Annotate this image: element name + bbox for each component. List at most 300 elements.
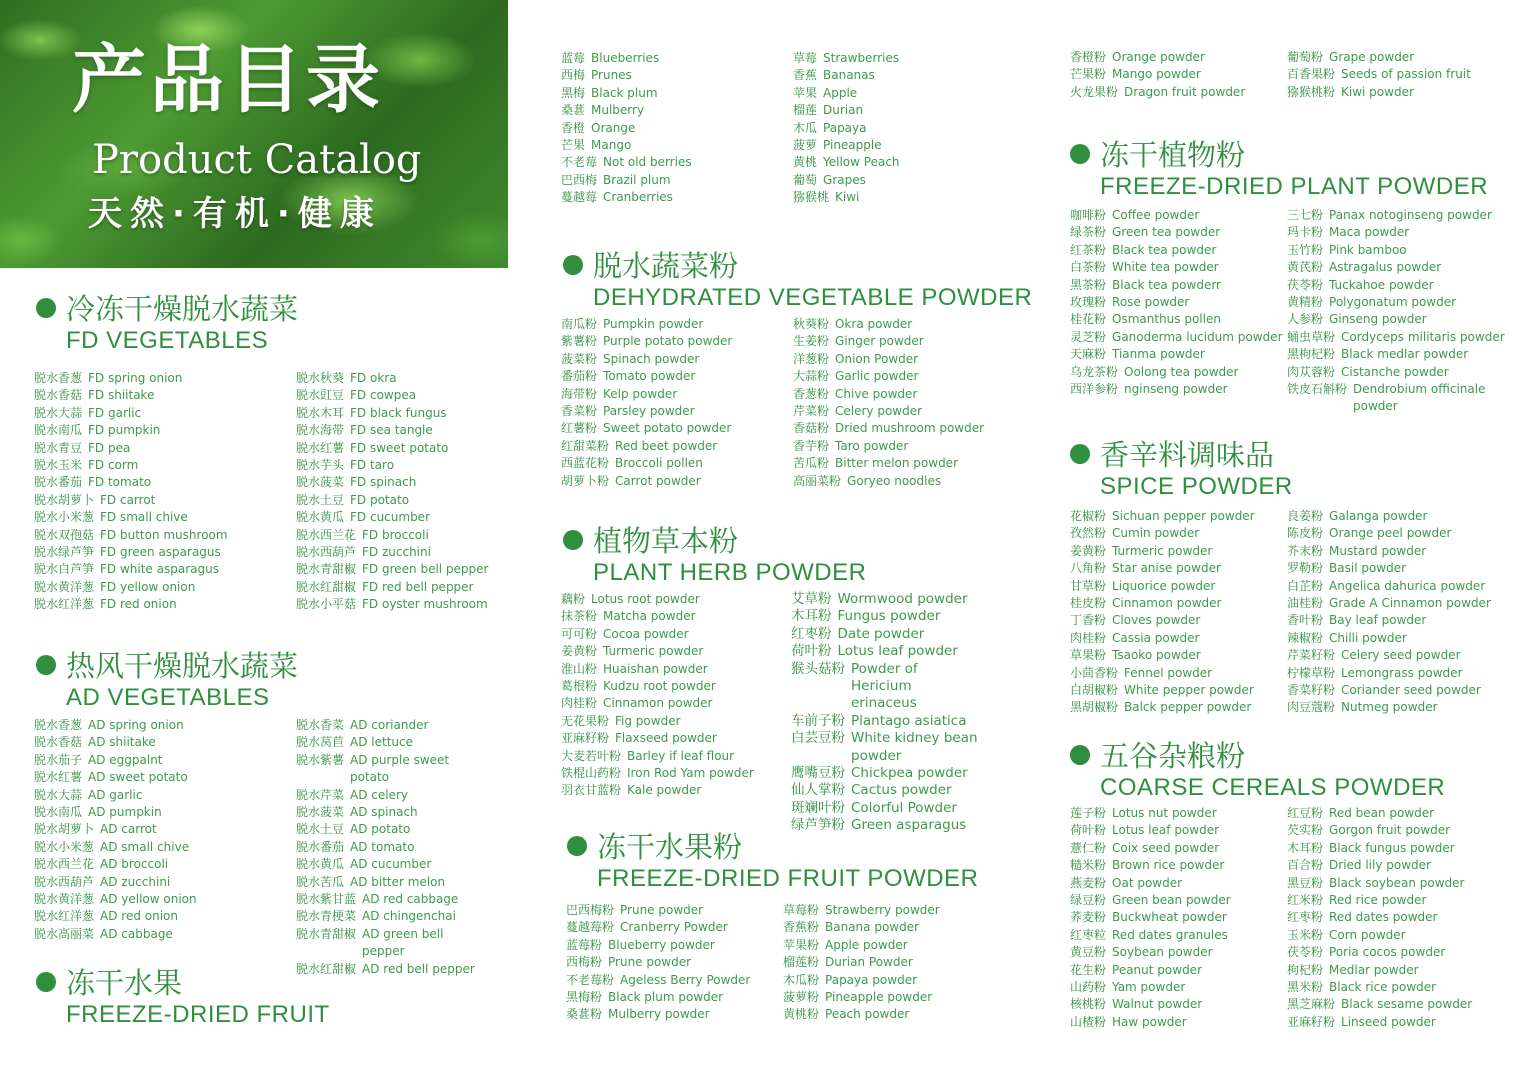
item-name-en: Peach powder [825, 1007, 910, 1022]
item-name-en: Cassia powder [1112, 630, 1200, 645]
list-item [1070, 578, 1287, 595]
list-item [1287, 311, 1509, 328]
item-name-en: Cistanche powder [1341, 364, 1449, 379]
list-item [793, 386, 993, 403]
list-item [1070, 66, 1287, 83]
list-item [34, 908, 296, 925]
item-name-zh: 脱水黄洋葱 [34, 892, 95, 907]
item-name-zh: 花椒粉 [1070, 509, 1107, 523]
item-name-en: Black plum [591, 85, 658, 100]
section-title-en: PLANT HERB POWDER [593, 559, 867, 586]
list-item [34, 839, 296, 856]
item-name-en: Tianma powder [1112, 347, 1205, 362]
item-name-zh: 肉苁蓉粉 [1287, 364, 1336, 379]
item-name-zh: 黄桃粉 [783, 1007, 820, 1022]
item-name-en: Green bean powder [1112, 893, 1231, 908]
item-name-zh: 桂花粉 [1070, 312, 1107, 327]
item-name-en: AD coriander [350, 718, 429, 732]
item-name-zh: 玉竹粉 [1287, 242, 1324, 257]
item-name-en: Sweet potato powder [603, 421, 732, 436]
list-item [296, 839, 486, 856]
list-item [561, 661, 791, 678]
item-name-en: Kale powder [627, 783, 702, 798]
item-name-zh: 红茶粉 [1070, 242, 1107, 257]
item-name-zh: 脱水紫薯 [296, 752, 345, 767]
item-name-en: Celery powder [835, 404, 923, 419]
item-name-en: Colorful Powder [851, 799, 957, 816]
list-item [566, 954, 783, 971]
item-name-en: Purple potato powder [603, 334, 733, 349]
item-name-zh: 芡实粉 [1287, 823, 1324, 838]
list-item [561, 782, 791, 799]
item-name-en: AD eggpalnt [88, 752, 163, 767]
list-item [1070, 612, 1287, 629]
item-name-en: FD pumpkin [88, 423, 161, 438]
list-item [566, 937, 783, 954]
section-spice-powder [1070, 438, 1293, 502]
item-name-en: Prunes [591, 68, 632, 83]
list-item [791, 730, 981, 765]
list-item [561, 333, 793, 350]
item-name-zh: 枸杞粉 [1287, 962, 1324, 977]
item-name-en: FD zucchini [362, 545, 431, 560]
item-name-zh: 陈皮粉 [1287, 526, 1324, 541]
list-item [1287, 892, 1507, 909]
list-item [1070, 805, 1287, 822]
list-item [34, 752, 296, 769]
list-item [34, 561, 296, 578]
list-item [1287, 277, 1509, 294]
item-name-en: Gorgon fruit powder [1329, 823, 1451, 838]
catalog-tagline: 天然·有机·健康 [88, 194, 382, 234]
item-name-en: Red dates granules [1112, 927, 1228, 942]
list-column [1070, 49, 1287, 101]
bullet-dot [1070, 444, 1090, 464]
item-name-en: FD carrot [100, 492, 156, 507]
item-name-zh: 脱水茄子 [34, 752, 83, 767]
item-name-en: Fig powder [615, 713, 681, 728]
list-item [561, 643, 791, 660]
item-name-zh: 亚麻籽粉 [1287, 1014, 1336, 1029]
bullet-dot [1070, 745, 1090, 765]
item-name-zh: 脱水玉米 [34, 458, 83, 473]
item-name-en: Kiwi powder [1341, 84, 1414, 99]
item-name-en: Soybean powder [1112, 945, 1213, 960]
item-name-en: Strawberries [823, 51, 900, 65]
item-name-zh: 黑米粉 [1287, 980, 1324, 995]
item-name-en: Ginger powder [835, 334, 924, 349]
item-name-zh: 脱水大蒜 [34, 787, 83, 802]
item-name-en: Barley if leaf flour [627, 748, 735, 763]
item-name-en: Apple [823, 85, 858, 100]
list-item [561, 730, 791, 747]
list-item [1287, 560, 1507, 577]
item-name-en: FD small chive [100, 510, 188, 525]
list-item [296, 821, 486, 838]
list-column [1287, 49, 1507, 101]
item-name-en: Black tea powderr [1112, 277, 1221, 292]
item-name-zh: 木瓜粉 [783, 972, 820, 987]
list-item [1287, 242, 1509, 259]
item-name-zh: 玫瑰粉 [1070, 295, 1107, 310]
item-name-en: Buckwheat powder [1112, 910, 1227, 925]
list-item [1287, 927, 1507, 944]
section-title-zh: 冻干植物粉 [1100, 138, 1246, 172]
item-name-zh: 脱水番茄 [34, 475, 83, 490]
list-item [34, 492, 296, 509]
list-column [34, 717, 296, 978]
item-name-zh: 草莓 [793, 51, 818, 65]
item-name-en: FD oyster mushroom [362, 597, 488, 612]
item-name-en: Cinnamon powder [1112, 596, 1222, 611]
item-name-zh: 榴莲 [793, 103, 818, 118]
section-veg-powder [563, 249, 1032, 313]
list-item [561, 420, 793, 437]
section-title-zh: 植物草本粉 [593, 524, 739, 558]
item-name-zh: 脱水土豆 [296, 822, 345, 837]
list-item [34, 734, 296, 751]
item-name-zh: 脱水南瓜 [34, 805, 83, 820]
list-item [1070, 822, 1287, 839]
item-name-en: Dried lily powder [1329, 858, 1431, 873]
item-name-en: Papaya powder [825, 972, 918, 987]
item-name-zh: 西洋参粉 [1070, 382, 1119, 397]
item-name-en: Medlar powder [1329, 962, 1419, 977]
list-item [1070, 346, 1287, 363]
list-item [1070, 242, 1287, 259]
list-item [296, 544, 516, 561]
list-item [1070, 875, 1287, 892]
item-name-zh: 绿芦笋粉 [791, 817, 845, 834]
item-name-en: Lotus nut powder [1112, 806, 1217, 820]
item-name-en: AD cucumber [350, 857, 432, 872]
list-item [1070, 364, 1287, 381]
list-item [1287, 875, 1507, 892]
item-name-zh: 巴西梅 [561, 172, 598, 187]
item-name-en: Mulberry powder [608, 1007, 710, 1022]
item-name-zh: 脱水西葫芦 [34, 874, 95, 889]
item-name-zh: 荷叶粉 [1070, 823, 1107, 838]
item-name-zh: 抹茶粉 [561, 609, 598, 624]
item-name-en: Black medlar powder [1341, 347, 1469, 362]
item-name-zh: 草果粉 [1070, 648, 1107, 663]
item-name-en: AD potato [350, 822, 411, 837]
item-name-en: Kiwi [835, 190, 860, 205]
list-item [783, 954, 983, 971]
item-name-zh: 榴莲粉 [783, 955, 820, 970]
item-name-zh: 香葱粉 [793, 386, 830, 401]
section-title-en: COARSE CEREALS POWDER [1100, 774, 1446, 801]
item-name-zh: 脱水香菇 [34, 735, 83, 750]
item-name-zh: 茯苓粉 [1287, 945, 1324, 960]
item-name-en: AD small chive [100, 839, 190, 854]
item-name-en: FD white asparagus [100, 562, 219, 577]
item-name-en: Kudzu root powder [603, 679, 716, 694]
item-name-zh: 黑芝麻粉 [1287, 997, 1336, 1012]
item-name-zh: 莲子粉 [1070, 806, 1107, 820]
item-name-en: Lotus leaf powder [1112, 823, 1220, 838]
list-item [1070, 84, 1287, 101]
item-name-en: FD shiitake [88, 388, 155, 403]
list-item [1287, 630, 1507, 647]
item-name-en: Mustard powder [1329, 543, 1427, 558]
item-name-zh: 油桂粉 [1287, 596, 1324, 611]
item-name-en: nginseng powder [1124, 382, 1228, 397]
item-name-en: FD spinach [350, 475, 417, 490]
item-name-zh: 脱水胡萝卜 [34, 822, 95, 837]
item-name-en: Date powder [837, 625, 925, 642]
list-item [1287, 364, 1509, 381]
list-item [34, 422, 296, 439]
list-item [1070, 892, 1287, 909]
item-name-zh: 黄桃 [793, 155, 818, 170]
item-name-zh: 脱水芹菜 [296, 787, 345, 802]
list-item [1287, 66, 1507, 83]
list-item [1287, 682, 1507, 699]
item-name-zh: 天麻粉 [1070, 347, 1107, 362]
list-item [561, 713, 791, 730]
item-name-en: Spinach powder [603, 351, 700, 366]
item-name-en: Broccoli pollen [615, 456, 703, 471]
item-name-zh: 木瓜 [793, 120, 818, 135]
list-item [1070, 699, 1287, 716]
item-name-zh: 木耳粉 [1287, 840, 1324, 855]
list-item [566, 902, 783, 919]
item-name-en: FD green asparagus [100, 545, 221, 560]
item-name-zh: 桂皮粉 [1070, 596, 1107, 611]
item-name-zh: 香菇粉 [793, 421, 830, 436]
list-item [793, 102, 993, 119]
item-name-en: Cranberry Powder [620, 920, 728, 935]
item-name-zh: 西蓝花粉 [561, 456, 610, 471]
item-name-en: AD chingenchai [362, 909, 456, 924]
section-title-zh: 香辛料调味品 [1100, 438, 1275, 472]
item-name-zh: 猕猴桃 [793, 190, 830, 205]
item-name-en: FD potato [350, 492, 410, 507]
item-name-zh: 猕猴桃粉 [1287, 84, 1336, 99]
section-fd-vegetables [36, 292, 298, 356]
item-name-en: Cinnamon powder [603, 696, 713, 711]
list-item [1070, 665, 1287, 682]
item-name-zh: 脱水香菇 [34, 388, 83, 403]
item-name-en: Blueberries [591, 51, 660, 65]
list-column [783, 902, 983, 1024]
item-name-zh: 脱水青梗菜 [296, 909, 357, 924]
item-name-zh: 脱水青甜椒 [296, 562, 357, 577]
list-item [34, 509, 296, 526]
item-name-en: FD corm [88, 458, 139, 473]
item-name-zh: 柠檬草粉 [1287, 665, 1336, 680]
item-name-zh: 灵芝粉 [1070, 329, 1107, 344]
item-name-en: AD tomato [350, 839, 415, 854]
list-item [1287, 259, 1509, 276]
list-column [1070, 508, 1287, 717]
list-item [34, 370, 296, 387]
section-title-zh: 冻干水果粉 [597, 830, 743, 864]
list-item [34, 874, 296, 891]
item-name-en: Pineapple powder [825, 990, 933, 1005]
item-name-zh: 巴西梅粉 [566, 903, 615, 917]
item-name-zh: 荷叶粉 [791, 643, 832, 660]
item-name-zh: 白胡椒粉 [1070, 683, 1119, 698]
item-name-en: Blueberry powder [608, 937, 715, 952]
list-item [34, 926, 296, 943]
item-name-en: AD carrot [100, 822, 157, 837]
list-item [1070, 508, 1287, 525]
item-name-zh: 草莓粉 [783, 903, 820, 917]
list-item [561, 455, 793, 472]
list-item [1287, 329, 1509, 346]
item-name-zh: 小茴香粉 [1070, 665, 1119, 680]
list-item [791, 591, 981, 608]
list-item [561, 765, 791, 782]
item-name-en: Strawberry powder [825, 903, 940, 917]
section-title-zh: 脱水蔬菜粉 [593, 249, 739, 283]
item-name-zh: 脱水红薯 [34, 770, 83, 785]
item-name-en: Cocoa powder [603, 626, 689, 641]
list-item [34, 717, 296, 734]
item-name-zh: 南瓜粉 [561, 317, 598, 331]
list-item [296, 509, 516, 526]
item-name-en: Star anise powder [1112, 561, 1221, 576]
list-item [1070, 909, 1287, 926]
item-name-zh: 脱水双孢菇 [34, 527, 95, 542]
list-item [1287, 979, 1507, 996]
list-item [1287, 944, 1507, 961]
list-item [296, 579, 516, 596]
list-item [1287, 381, 1509, 416]
item-name-en: Ageless Berry Powder [620, 972, 751, 987]
list-item [1287, 294, 1509, 311]
section-title-en: SPICE POWDER [1100, 473, 1293, 500]
item-name-zh: 脱水香菜 [296, 718, 345, 732]
list-column [561, 316, 793, 490]
item-name-en: Mulberry [591, 103, 645, 118]
item-name-zh: 脱水青甜椒 [296, 926, 357, 941]
list-item [1070, 857, 1287, 874]
bullet-dot [563, 255, 583, 275]
list-item [561, 403, 793, 420]
item-name-zh: 脱水高丽菜 [34, 926, 95, 941]
item-name-zh: 苹果 [793, 85, 818, 100]
list-item [296, 856, 486, 873]
item-name-en: Prune powder [608, 955, 692, 970]
section-title-zh: 冷冻干燥脱水蔬菜 [66, 292, 299, 326]
section-title-zh: 热风干燥脱水蔬菜 [66, 649, 299, 683]
list-item [793, 455, 993, 472]
list-column [793, 50, 993, 207]
item-name-zh: 脱水小米葱 [34, 510, 95, 525]
item-name-zh: 脱水香葱 [34, 718, 83, 732]
item-name-en: Black tea powder [1112, 242, 1217, 257]
item-name-zh: 香橙 [561, 120, 586, 135]
item-name-zh: 亚麻籽粉 [561, 731, 610, 746]
item-name-en: Ganoderma lucidum powder [1112, 329, 1283, 344]
list-column [296, 717, 486, 978]
item-name-zh: 脱水青豆 [34, 440, 83, 455]
item-name-en: Grapes [823, 172, 866, 187]
item-name-en: Basil powder [1329, 561, 1407, 576]
item-name-en: Taro powder [835, 438, 909, 453]
catalog-title: 产品目录 [72, 37, 384, 123]
list-column [791, 591, 981, 835]
item-name-en: Goryeo noodles [847, 473, 942, 488]
item-name-en: Kelp powder [603, 386, 678, 401]
list-item [561, 189, 793, 206]
item-name-zh: 山楂粉 [1070, 1014, 1107, 1029]
item-name-en: Flaxseed powder [615, 731, 717, 746]
list-item [566, 989, 783, 1006]
item-name-zh: 燕麦粉 [1070, 875, 1107, 890]
item-name-en: Bananas [823, 68, 875, 83]
list-item [34, 440, 296, 457]
item-name-zh: 罗勒粉 [1287, 561, 1324, 576]
list-column [1287, 508, 1507, 717]
item-name-en: Rose powder [1112, 295, 1190, 310]
list-item [1287, 84, 1507, 101]
list-item [1070, 840, 1287, 857]
list-item [296, 527, 516, 544]
list-item [1287, 822, 1507, 839]
item-name-en: Okra powder [835, 317, 913, 331]
list-item [561, 154, 793, 171]
list-item [1070, 1014, 1287, 1031]
item-name-en: White pepper powder [1124, 683, 1254, 698]
item-name-en: Angelica dahurica powder [1329, 578, 1486, 593]
item-name-en: AD purple sweet potato [350, 752, 450, 785]
list-item [34, 596, 296, 613]
item-name-en: FD taro [350, 458, 395, 473]
item-name-zh: 芹菜籽粉 [1287, 648, 1336, 663]
list-item [1287, 805, 1507, 822]
item-name-zh: 脱水胡萝卜 [34, 492, 95, 507]
item-name-zh: 脱水木耳 [296, 405, 345, 420]
item-name-zh: 西梅粉 [566, 955, 603, 970]
item-name-zh: 脱水西葫芦 [296, 545, 357, 560]
item-name-en: FD pea [88, 440, 131, 455]
item-name-en: Durian [823, 103, 864, 118]
item-name-zh: 生姜粉 [793, 334, 830, 349]
item-name-en: AD yellow onion [100, 892, 197, 907]
list-item [793, 154, 993, 171]
item-name-zh: 红薯粉 [561, 421, 598, 436]
item-name-zh: 黄精粉 [1287, 295, 1324, 310]
item-name-zh: 脱水香葱 [34, 371, 83, 385]
item-name-zh: 白茶粉 [1070, 260, 1107, 275]
item-name-en: Papaya [823, 120, 867, 135]
item-name-zh: 香蕉粉 [783, 920, 820, 935]
list-item [34, 769, 296, 786]
item-name-zh: 山药粉 [1070, 980, 1107, 995]
item-name-zh: 西梅 [561, 68, 586, 83]
item-name-en: Maca powder [1329, 225, 1410, 240]
bullet-dot [36, 298, 56, 318]
item-name-zh: 核桃粉 [1070, 997, 1107, 1012]
item-name-en: Green tea powder [1112, 225, 1221, 240]
item-name-en: White kidney bean powder [851, 730, 978, 764]
item-name-en: FD black fungus [350, 405, 447, 420]
item-name-en: Sichuan pepper powder [1112, 509, 1255, 523]
list-item [296, 908, 486, 925]
list-item [561, 748, 791, 765]
list-item [296, 734, 486, 751]
item-name-en: Grape powder [1329, 50, 1415, 64]
item-name-en: Cumin powder [1112, 526, 1200, 541]
bullet-dot [36, 655, 56, 675]
item-name-zh: 苦瓜粉 [793, 456, 830, 471]
item-name-zh: 羽衣甘蓝粉 [561, 783, 622, 798]
list-item [296, 422, 516, 439]
